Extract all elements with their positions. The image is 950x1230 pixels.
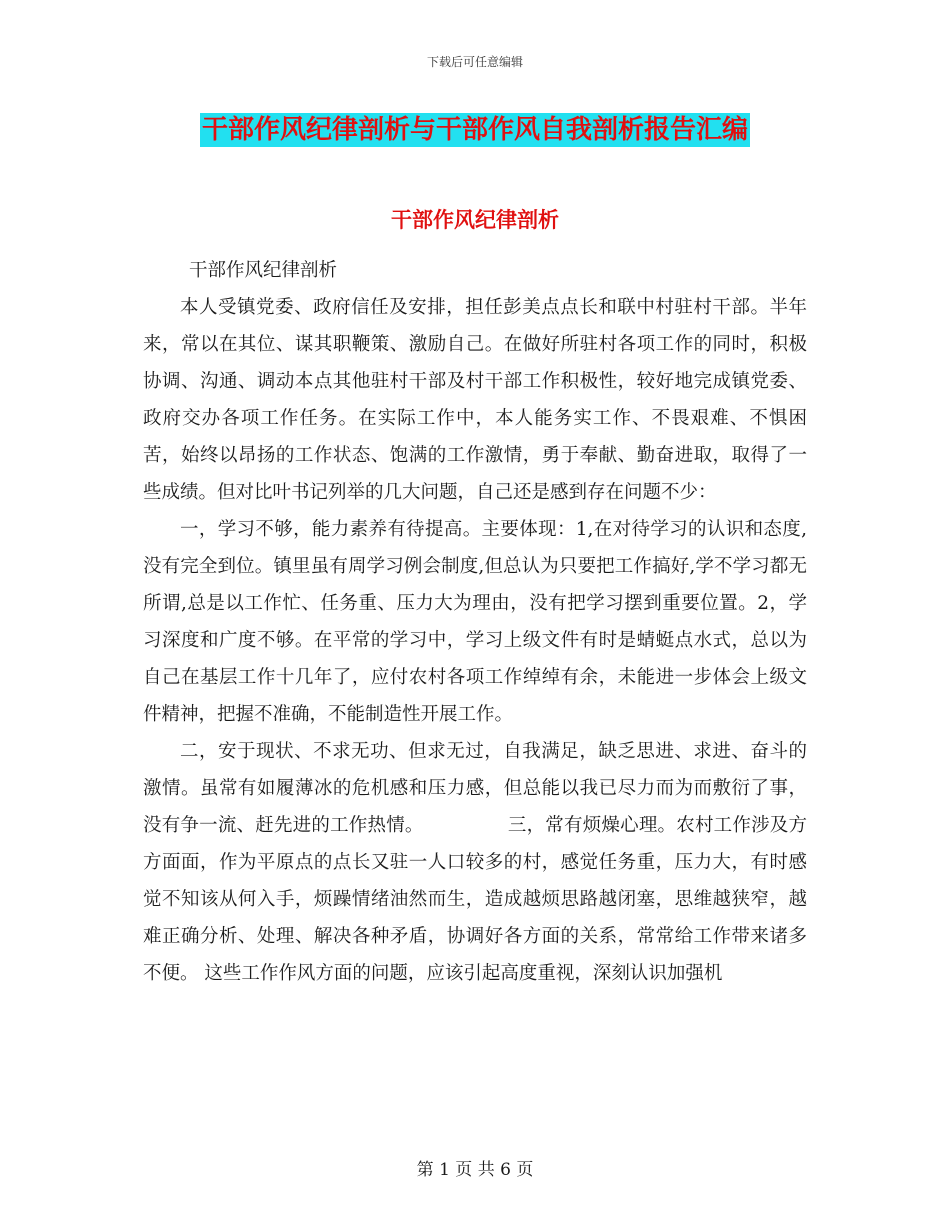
document-title-container [0,113,950,147]
document-title: 干部作风纪律剖析与干部作风自我剖析报告汇编 [201,115,748,145]
body-paragraph: 本人受镇党委、政府信任及安排，担任彭美点点长和联中村驻村干部。半年来，常以在其位、谋其职鞭策、激励自己。在做好所驻村各项工作的同时，积极协调、沟通、调动本点其他驻村干部及村干部工作积极性，较好地完成镇党委、政府交办各项工作任务。在实际工作中，本人能务实工作、不畏艰难、不惧困苦，始终以昂扬的工作状态、饱满的工作激情，勇于奉献、勤奋进取，取得了一些成绩。但对比叶书记列举的几大问题，自己还是感到存在问题不少： [143,297,807,503]
document-body [143,252,807,992]
page-header-note: 下载后可任意编辑 [426,55,523,69]
page-footer-number: 第 1 页 共 6 页 [416,1160,534,1180]
body-paragraph: 一，学习不够，能力素养有待提高。主要体现：1,在对待学习的认识和态度,没有完全到位。镇里虽有周学习例会制度,但总认为只要把工作搞好,学不学习都无所谓,总是以工作忙、任务重、压力大为理由，没有把学习摆到重要位置。2，学习深度和广度不够。在平常的学习中，学习上级文件有时是蜻蜓点水式，总以为自己在基层工作十几年了，应付农村各项工作绰绰有余，未能进一步体会上级文件精神，把握不准确，不能制造性开展工作。 [143,519,807,725]
body-subheading: 干部作风纪律剖析 [189,260,338,281]
section-title: 干部作风纪律剖析 [391,208,559,232]
body-paragraph: 二，安于现状、不求无功、但求无过，自我满足，缺乏思进、求进、奋斗的激情。虽常有如履薄冰的危机感和压力感，但总能以我已尽力而为而敷衍了事，没有争一流、赶先进的工作热情。 三，常有烦燥心理。农村工作涉及方方面面，作为平原点的点长又驻一人口较多的村，感觉任务重，压力大，有时感觉不知该从何入手，烦躁情绪油然而生，造成越烦思路越闭塞，思维越狭窄，越难正确分析、处理、解决各种矛盾，协调好各方面的关系，常常给工作带来诸多不便。 这些工作作风方面的问题，应该引起高度重视，深刻认识加强机 [143,741,807,984]
